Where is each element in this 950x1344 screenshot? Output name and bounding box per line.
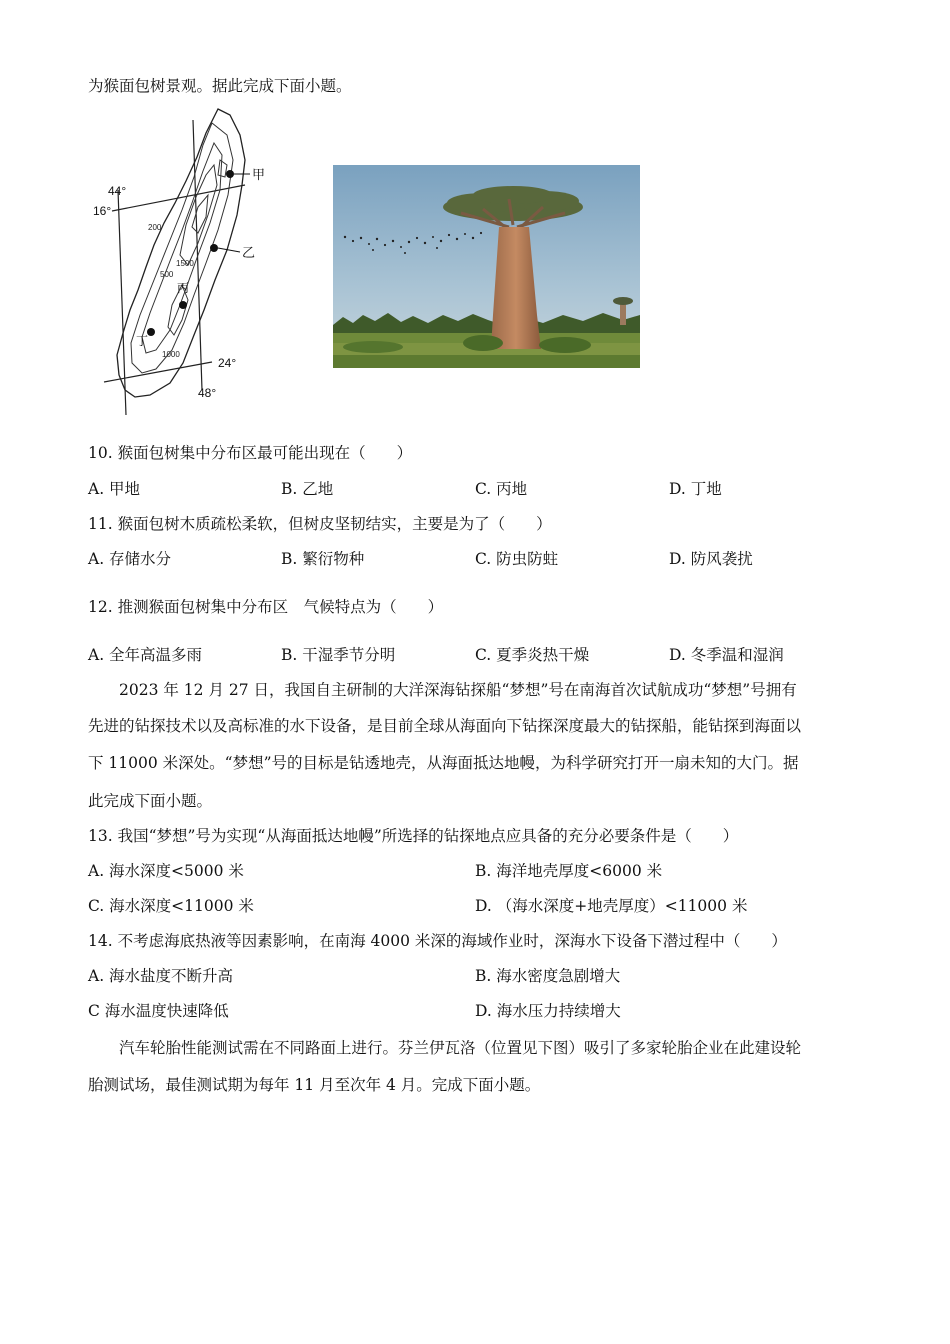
- passage2-line-2: 先进的钻探技术以及高标准的水下设备，是目前全球从海面向下钻探深度最大的钻探船，能钻探到海面以: [88, 717, 802, 735]
- q14-option-b[interactable]: B. 海水密度急剧增大: [475, 967, 621, 985]
- place-label-ding: 丁: [136, 334, 149, 348]
- q12-option-d[interactable]: D. 冬季温和湿润: [669, 646, 784, 664]
- q11-option-b[interactable]: B. 繁衍物种: [281, 550, 365, 568]
- contour-small: [218, 160, 227, 177]
- place-label-yi: 乙: [242, 246, 256, 261]
- baobab-photo: [333, 165, 640, 368]
- passage2-line-4: 此完成下面小题。: [88, 792, 213, 810]
- point-yi: [210, 244, 218, 252]
- passage2-line-1: 2023 年 12 月 27 日，我国自主研制的大洋深海钻探船“梦想”号在南海首次试航成功“梦想”号拥有: [119, 681, 797, 699]
- madagascar-contour-map: [90, 105, 290, 417]
- coastline: [117, 109, 245, 397]
- question-11-stem: 11. 猴面包树木质疏松柔软，但树皮坚韧结实，主要是为了（ ）: [88, 515, 552, 533]
- q13-option-a[interactable]: A. 海水深度<5000 米: [88, 862, 244, 880]
- q14-option-a[interactable]: A. 海水盐度不断升高: [88, 967, 234, 985]
- lat-label-16: 16°: [93, 204, 112, 218]
- q12-option-c[interactable]: C. 夏季炎热干燥: [475, 646, 590, 664]
- q10-option-b[interactable]: B. 乙地: [281, 480, 334, 498]
- question-10-stem: 10. 猴面包树集中分布区最可能出现在（ ）: [88, 444, 413, 462]
- q10-option-a[interactable]: A. 甲地: [88, 480, 141, 498]
- place-label-bing: 丙: [177, 281, 190, 295]
- lon-label-44: 44°: [108, 184, 127, 198]
- passage2-line-3: 下 11000 米深处。“梦想”号的目标是钻透地壳，从海面抵达地幔，为科学研究打开一扇未知的大门。据: [88, 754, 799, 772]
- q13-option-b[interactable]: B. 海洋地壳厚度<6000 米: [475, 862, 663, 880]
- q13-option-c[interactable]: C. 海水深度<11000 米: [88, 897, 254, 915]
- q12-option-b[interactable]: B. 干湿季节分明: [281, 646, 396, 664]
- contour-label-1000: 1000: [162, 350, 180, 359]
- intro-text: 为猴面包树景观。据此完成下面小题。: [88, 77, 352, 95]
- q11-option-a[interactable]: A. 存储水分: [88, 550, 172, 568]
- q10-option-c[interactable]: C. 丙地: [475, 480, 528, 498]
- lat-label-24: 24°: [218, 356, 237, 370]
- contour-label-500: 500: [160, 270, 174, 279]
- question-12-stem: 12. 推测猴面包树集中分布区 气候特点为（ ）: [88, 598, 444, 616]
- q14-option-d[interactable]: D. 海水压力持续增大: [475, 1002, 621, 1020]
- place-label-jia: 甲: [252, 168, 266, 183]
- point-jia: [226, 170, 234, 178]
- question-13-stem: 13. 我国“梦想”号为实现“从海面抵达地幔”所选择的钻探地点应具备的充分必要条件是（ ）: [88, 827, 739, 845]
- passage3-line-1: 汽车轮胎性能测试需在不同路面上进行。芬兰伊瓦洛（位置见下图）吸引了多家轮胎企业在此建设轮: [119, 1039, 802, 1057]
- passage3-line-2: 胎测试场，最佳测试期为每年 11 月至次年 4 月。完成下面小题。: [88, 1076, 541, 1094]
- point-bing: [179, 301, 187, 309]
- q12-option-a[interactable]: A. 全年高温多雨: [88, 646, 203, 664]
- q14-option-c[interactable]: C 海水温度快速降低: [88, 1002, 229, 1020]
- contour-label-1500: 1500: [176, 259, 194, 268]
- contour-label-200: 200: [148, 223, 162, 232]
- q11-option-c[interactable]: C. 防虫防蛀: [475, 550, 559, 568]
- point-ding: [147, 328, 155, 336]
- q11-option-d[interactable]: D. 防风袭扰: [669, 550, 753, 568]
- q10-option-d[interactable]: D. 丁地: [669, 480, 722, 498]
- lon-label-48: 48°: [198, 386, 217, 400]
- question-14-stem: 14. 不考虑海底热液等因素影响，在南海 4000 米深的海域作业时，深海水下设备下潜过程中（ ）: [88, 932, 787, 950]
- q13-option-d[interactable]: D. （海水深度+地壳厚度）<11000 米: [475, 897, 748, 915]
